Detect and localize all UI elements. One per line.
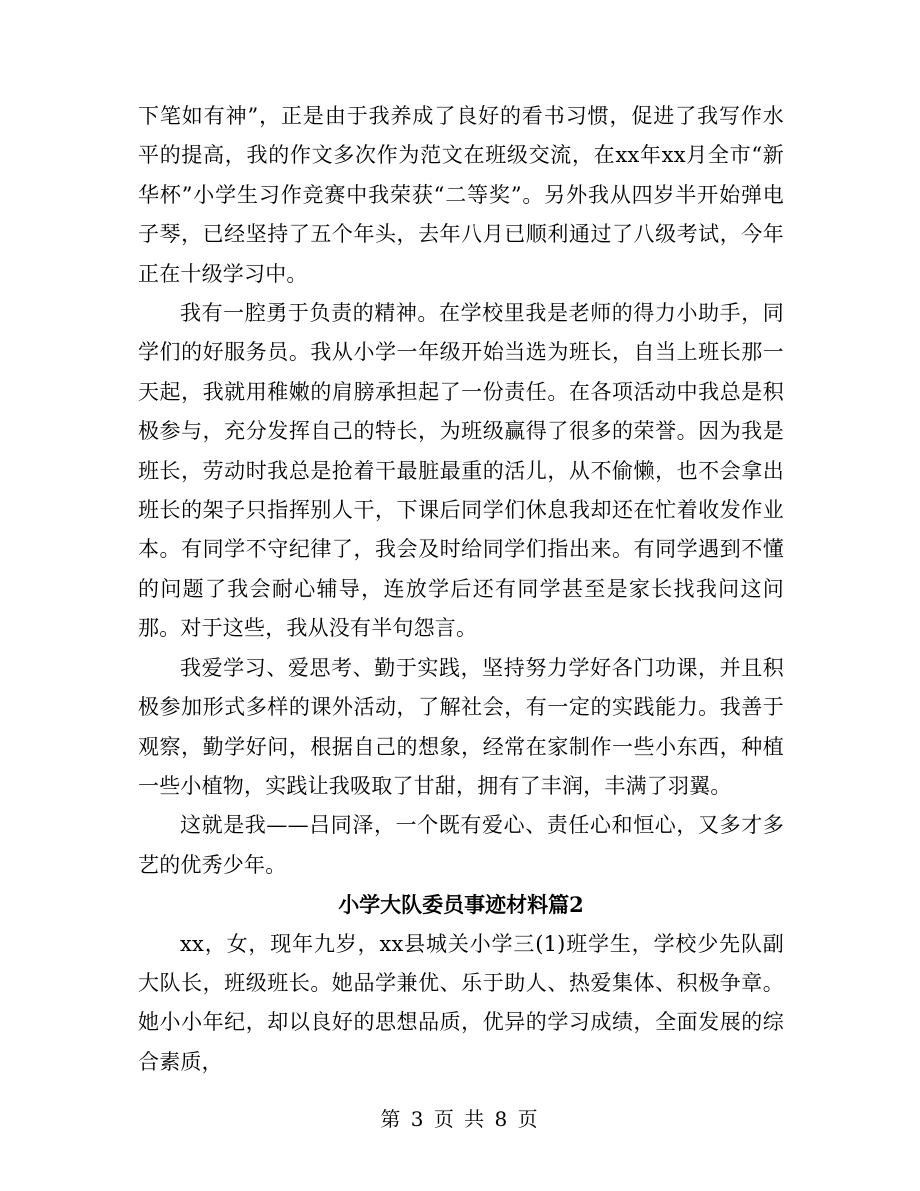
paragraph-continued: 下笔如有神”，正是由于我养成了良好的看书习惯，促进了我写作水平的提高，我的作文多次作为范文在班级交流，在xx年xx月全市“新华杯”小学生习作竞赛中我荣获“二等奖”。另外我从四岁半开始弹电子琴，已经坚持了五个年头，去年八月已顺利通过了八级考试，今年正在十级学习中。	[138, 104, 784, 286]
document-body	[138, 97, 784, 1082]
paragraph-responsibility: 我有一腔勇于负责的精神。在学校里我是老师的得力小助手，同学们的好服务员。我从小学一年级开始当选为班长，自当上班长那一天起，我就用稚嫩的肩膀承担起了一份责任。在各项活动中我总是积极参与，充分发挥自己的特长，为班级赢得了很多的荣誉。因为我是班长，劳动时我总是抢着干最脏最重的活儿，从不偷懒，也不会拿出班长的架子只指挥别人干，下课后同学们休息我却还在忙着收发作业本。有同学不守纪律了，我会及时给同学们指出来。有同学遇到不懂的问题了我会耐心辅导，连放学后还有同学甚至是家长找我问这问那。对于这些，我从没有半句怨言。	[138, 301, 784, 641]
section-paragraph: xx，女，现年九岁，xx县城关小学三(1)班学生，学校少先队副大队长，班级班长。她品学兼优、乐于助人、热爱集体、积极争章。她小小年纪，却以良好的思想品质，优异的学习成绩，全面发展的综合素质，	[138, 931, 784, 1074]
section-title: 小学大队委员事迹材料篇2	[338, 892, 584, 918]
page-footer: 第 3 页 共 8 页	[380, 1107, 540, 1131]
paragraph-conclusion: 这就是我——吕同泽，一个既有爱心、责任心和恒心，又多才多艺的优秀少年。	[138, 813, 784, 877]
paragraph-learning: 我爱学习、爱思考、勤于实践，坚持努力学好各门功课，并且积极参加形式多样的课外活动，了解社会，有一定的实践能力。我善于观察，勤学好问，根据自己的想象，经常在家制作一些小东西，种植一些小植物，实践让我吸取了甘甜，拥有了丰润，丰满了羽翼。	[138, 655, 784, 798]
